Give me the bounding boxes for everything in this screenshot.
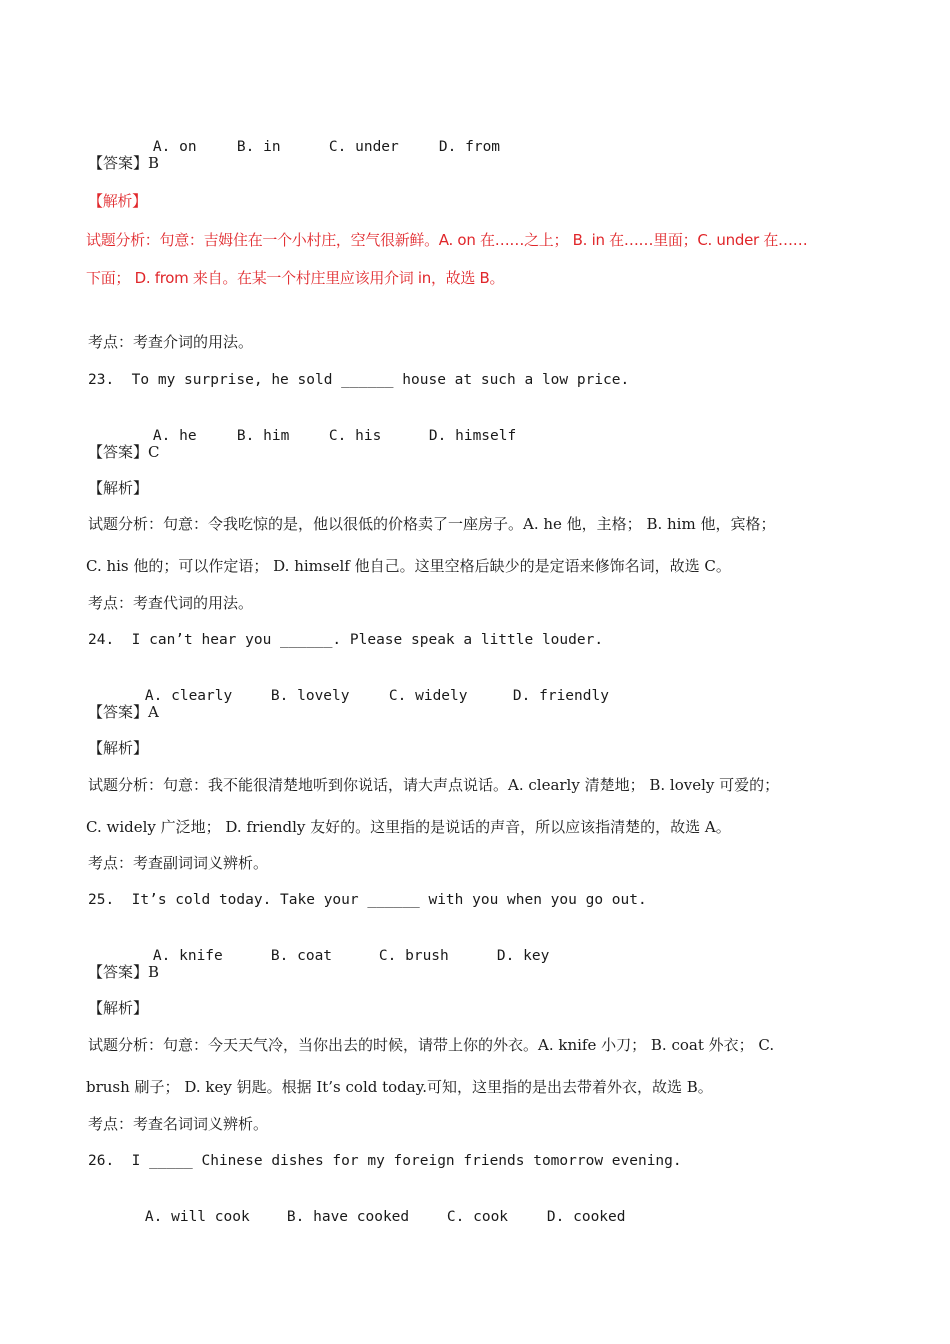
q22-option-c: C. under [328, 139, 399, 155]
q22-options [118, 117, 500, 177]
q23-answer: 【答案】C [88, 443, 160, 461]
q25-jiexi-heading: 【解析】 [88, 999, 149, 1017]
q24-jiexi-heading: 【解析】 [88, 739, 149, 757]
q24-option-c: C. widely [388, 688, 468, 704]
q23-option-c: C. his [328, 428, 382, 444]
q24-option-a: A. clearly [144, 688, 233, 704]
q26-option-d: D. cooked [546, 1209, 626, 1225]
q22-kaodian: 考点：考查介词的用法。 [88, 333, 254, 351]
q22-answer: 【答案】B [88, 154, 160, 172]
q22-option-a: A. on [152, 139, 197, 155]
q23-option-b: B. him [236, 428, 290, 444]
q24-stem: 24. I can’t hear you ______. Please speak a little louder. [88, 632, 604, 648]
q25-stem: 25. It’s cold today. Take your ______ with you when you go out. [88, 892, 647, 908]
q24-analysis-line2: C. widely 广泛地； D. friendly 友好的。这里指的是说话的声音，所以应该指清楚的，故选 A。 [86, 818, 731, 836]
q26-stem: 26. I _____ Chinese dishes for my foreign friends tomorrow evening. [88, 1153, 682, 1169]
q22-analysis-line1: 试题分析：句意：吉姆住在一个小村庄，空气很新鲜。A. on 在……之上； B. in 在……里面；C. under 在…… [86, 231, 808, 249]
q23-kaodian: 考点：考查代词的用法。 [88, 594, 254, 612]
q25-kaodian: 考点：考查名词词义辨析。 [88, 1115, 269, 1133]
q25-options [118, 926, 549, 986]
q25-analysis-line1: 试题分析：句意：今天天气冷，当你出去的时候，请带上你的外衣。A. knife 小刀； B. coat 外衣； C. [88, 1036, 775, 1054]
q22-jiexi-heading: 【解析】 [88, 192, 147, 210]
q24-kaodian: 考点：考查副词词义辨析。 [88, 854, 269, 872]
q23-stem: 23. To my surprise, he sold ______ house at such a low price. [88, 372, 630, 388]
q25-option-d: D. key [496, 948, 550, 964]
q25-analysis-line2: brush 刷子； D. key 钥匙。根据 It’s cold today.可知，这里指的是出去带着外衣，故选 B。 [86, 1078, 713, 1096]
q24-answer: 【答案】A [88, 703, 159, 721]
q24-analysis-line1: 试题分析：句意：我不能很清楚地听到你说话，请大声点说话。A. clearly 清楚地； B. lovely 可爱的； [88, 776, 780, 794]
q23-option-a: A. he [152, 428, 197, 444]
q24-option-d: D. friendly [512, 688, 609, 704]
q23-option-d: D. himself [428, 428, 517, 444]
q23-options [118, 406, 516, 466]
q25-answer: 【答案】B [88, 963, 160, 981]
q26-options [110, 1187, 626, 1247]
q23-jiexi-heading: 【解析】 [88, 479, 149, 497]
q26-option-c: C. cook [446, 1209, 509, 1225]
q23-analysis-line1: 试题分析：句意：令我吃惊的是，他以很低的价格卖了一座房子。A. he 他，主格； B. him 他，宾格； [88, 515, 776, 533]
q23-analysis-line2: C. his 他的；可以作定语； D. himself 他自己。这里空格后缺少的是定语来修饰名词，故选 C。 [86, 557, 731, 575]
q25-option-c: C. brush [378, 948, 449, 964]
q22-analysis-line2: 下面； D. from 来自。在某一个村庄里应该用介词 in，故选 B。 [86, 269, 505, 287]
q22-option-d: D. from [438, 139, 501, 155]
q26-option-a: A. will cook [144, 1209, 250, 1225]
q24-option-b: B. lovely [270, 688, 350, 704]
q22-option-b: B. in [236, 139, 281, 155]
q24-options [110, 666, 609, 726]
q25-option-a: A. knife [152, 948, 223, 964]
q25-option-b: B. coat [270, 948, 333, 964]
q26-option-b: B. have cooked [286, 1209, 410, 1225]
